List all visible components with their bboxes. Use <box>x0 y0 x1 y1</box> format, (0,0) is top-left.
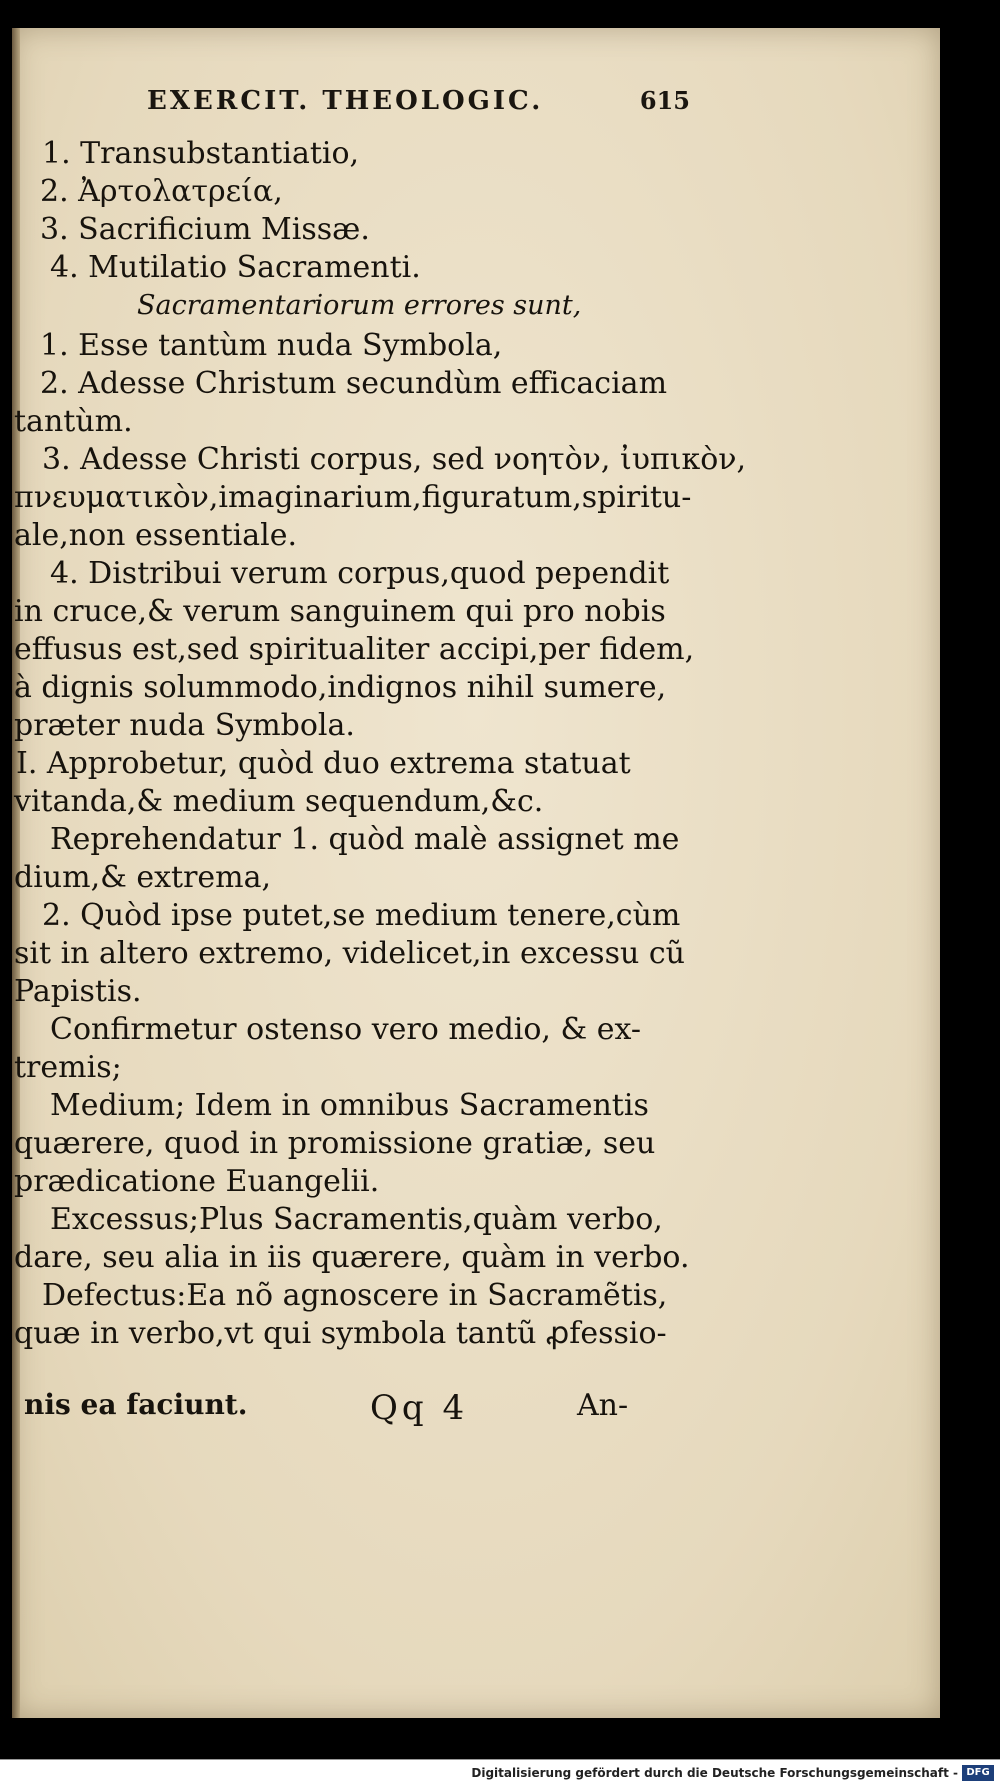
page-footer <box>12 1388 940 1428</box>
text-line: præter nuda Symbola. <box>14 708 355 743</box>
dfg-logo-icon: DFG <box>962 1765 994 1781</box>
text-line: Confirmetur ostenso vero medio, & ex- <box>50 1012 642 1047</box>
text-line: 3. Adesse Christi corpus, sed νοητὸν, ἰυπικὸν, <box>42 442 747 477</box>
text-line: 2. Quòd ipse putet,se medium tenere,cùm <box>42 898 681 933</box>
signature-mark: Qq 4 <box>370 1388 469 1428</box>
text-line: Reprehendatur 1. quòd malè assignet me <box>50 822 680 857</box>
text-line: 4. Mutilatio Sacramenti. <box>50 250 421 285</box>
text-line: Defectus:Ea nõ agnoscere in Sacramẽtis, <box>42 1278 668 1313</box>
text-line: tremis; <box>14 1050 122 1085</box>
text-line: 1. Esse tantùm nuda Symbola, <box>40 328 503 363</box>
text-line: Excessus;Plus Sacramentis,quàm verbo, <box>50 1202 663 1237</box>
page-number: 615 <box>639 86 690 115</box>
digitization-credit: Digitalisierung gefördert durch die Deutsche Forschungsgemeinschaft - <box>471 1766 958 1780</box>
last-line: nis ea faciunt. <box>24 1388 248 1421</box>
text-line: 2. Ἀρτολατρεία, <box>40 174 283 209</box>
text-line: vitanda,& medium sequendum,&c. <box>14 784 544 819</box>
text-line: 2. Adesse Christum secundùm efficaciam <box>40 366 668 401</box>
text-line: πνευματικὸν,imaginarium,figuratum,spiritu- <box>14 480 692 515</box>
text-line: 4. Distribui verum corpus,quod pependit <box>50 556 670 591</box>
text-line: in cruce,& verum sanguinem qui pro nobis <box>14 594 666 629</box>
text-line: quæ in verbo,vt qui symbola tantũ ꝓfessio- <box>14 1316 667 1351</box>
text-line: tantùm. <box>14 404 133 439</box>
text-line: sit in altero extremo, videlicet,in excessu cũ <box>14 936 685 971</box>
text-line: effusus est,sed spiritualiter accipi,per fidem, <box>14 632 695 667</box>
catchword: An- <box>577 1388 629 1423</box>
text-line: Medium; Idem in omnibus Sacramentis <box>50 1088 649 1123</box>
book-page <box>12 28 940 1718</box>
text-line: à dignis solummodo,indignos nihil sumere, <box>14 670 667 705</box>
text-line: ale,non essentiale. <box>14 518 298 553</box>
text-line: quærere, quod in promissione gratiæ, seu <box>14 1126 656 1161</box>
text-line: I. Approbetur, quòd duo extrema statuat <box>16 746 631 781</box>
text-line: dare, seu alia in iis quærere, quàm in verbo. <box>14 1240 690 1275</box>
credit-bar <box>0 1759 1000 1788</box>
text-line: Papistis. <box>14 974 142 1009</box>
page-header <box>12 76 940 116</box>
running-head: EXERCIT. THEOLOGIC. <box>147 86 544 116</box>
text-line: prædicatione Euangelii. <box>14 1164 380 1199</box>
text-line: 3. Sacrificium Missæ. <box>40 212 370 247</box>
text-line: dium,& extrema, <box>14 860 272 895</box>
section-heading: Sacramentariorum errores sunt, <box>137 290 582 321</box>
text-line: 1. Transubstantiatio, <box>42 136 360 171</box>
